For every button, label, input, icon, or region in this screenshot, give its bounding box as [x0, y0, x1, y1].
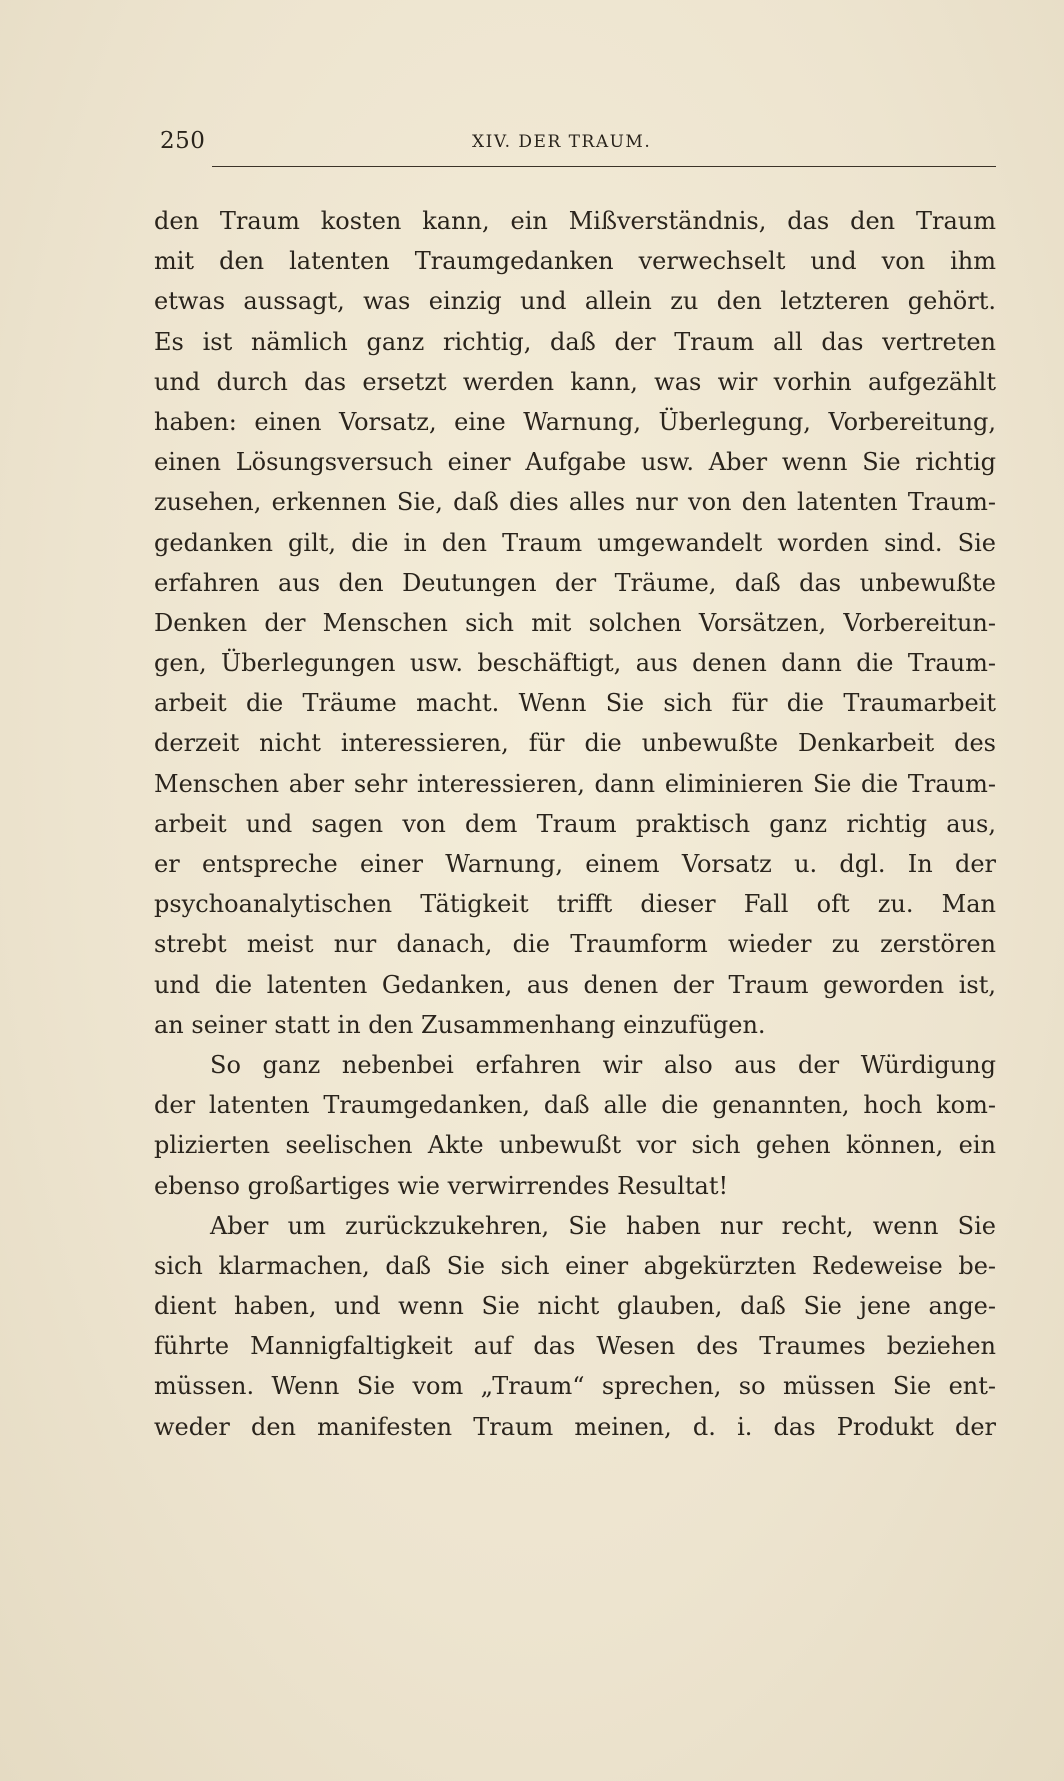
page-number: 250: [160, 128, 206, 154]
text-line: müssen. Wenn Sie vom „Traum“ sprechen, so müssen Sie ent-: [154, 1372, 996, 1401]
text-line: er entspreche einer Warnung, einem Vorsatz u. dgl. In der: [154, 850, 996, 878]
text-line: haben: einen Vorsatz, eine Warnung, Überlegung, Vorbereitung,: [154, 407, 996, 436]
text-line: Menschen aber sehr interessieren, dann eliminieren Sie die Traum-: [154, 769, 996, 798]
text-line: arbeit die Träume macht. Wenn Sie sich für die Traumarbeit: [154, 689, 996, 718]
text-line: arbeit und sagen von dem Traum praktisch ganz richtig aus,: [154, 809, 996, 838]
paragraph-first-line: So ganz nebenbei erfahren wir also aus der Würdigung: [210, 1050, 996, 1079]
text-line: führte Mannigfaltigkeit auf das Wesen des Traumes beziehen: [154, 1332, 996, 1361]
body-text: [154, 201, 996, 1447]
paragraph-first-line: Aber um zurückzukehren, Sie haben nur recht, wenn Sie: [210, 1211, 996, 1240]
text-line: psychoanalytischen Tätigkeit trifft dieser Fall oft zu. Man: [154, 890, 996, 919]
text-line: erfahren aus den Deutungen der Träume, daß das unbewußte: [154, 568, 996, 597]
running-head: XIV. DER TRAUM.: [472, 132, 652, 152]
text-line: dient haben, und wenn Sie nicht glauben, daß Sie jene ange-: [154, 1292, 996, 1321]
page-header: [160, 128, 996, 162]
text-line: einen Lösungsversuch einer Aufgabe usw. Aber wenn Sie richtig: [154, 448, 996, 477]
text-line: sich klarmachen, daß Sie sich einer abgekürzten Redeweise be-: [154, 1251, 996, 1280]
text-line: strebt meist nur danach, die Traumform wieder zu zerstören: [154, 930, 996, 959]
text-line: und durch das ersetzt werden kann, was wir vorhin aufgezählt: [154, 367, 996, 396]
text-line: an seiner statt in den Zusammenhang einzufügen.: [154, 1010, 766, 1039]
header-rule: [212, 166, 996, 167]
text-line: Es ist nämlich ganz richtig, daß der Traum all das vertreten: [154, 327, 996, 356]
text-line: weder den manifesten Traum meinen, d. i. das Produkt der: [154, 1412, 996, 1441]
text-line: den Traum kosten kann, ein Mißverständnis, das den Traum: [154, 207, 996, 235]
text-line: der latenten Traumgedanken, daß alle die genannten, hoch kom-: [154, 1091, 996, 1120]
text-line: Denken der Menschen sich mit solchen Vorsätzen, Vorbereitun-: [154, 608, 996, 637]
text-line: gen, Überlegungen usw. beschäftigt, aus denen dann die Traum-: [154, 649, 996, 678]
text-line: gedanken gilt, die in den Traum umgewandelt worden sind. Sie: [154, 528, 996, 557]
text-line: und die latenten Gedanken, aus denen der Traum geworden ist,: [154, 970, 996, 999]
text-line: mit den latenten Traumgedanken verwechselt und von ihm: [154, 247, 996, 276]
text-line: ebenso großartiges wie verwirrendes Resultat!: [154, 1171, 729, 1200]
text-line: plizierten seelischen Akte unbewußt vor sich gehen können, ein: [154, 1131, 996, 1160]
text-line: etwas aussagt, was einzig und allein zu den letzteren gehört.: [154, 287, 996, 316]
text-line: zusehen, erkennen Sie, daß dies alles nur von den latenten Traum-: [154, 488, 996, 517]
text-line: derzeit nicht interessieren, für die unbewußte Denkarbeit des: [154, 729, 996, 758]
